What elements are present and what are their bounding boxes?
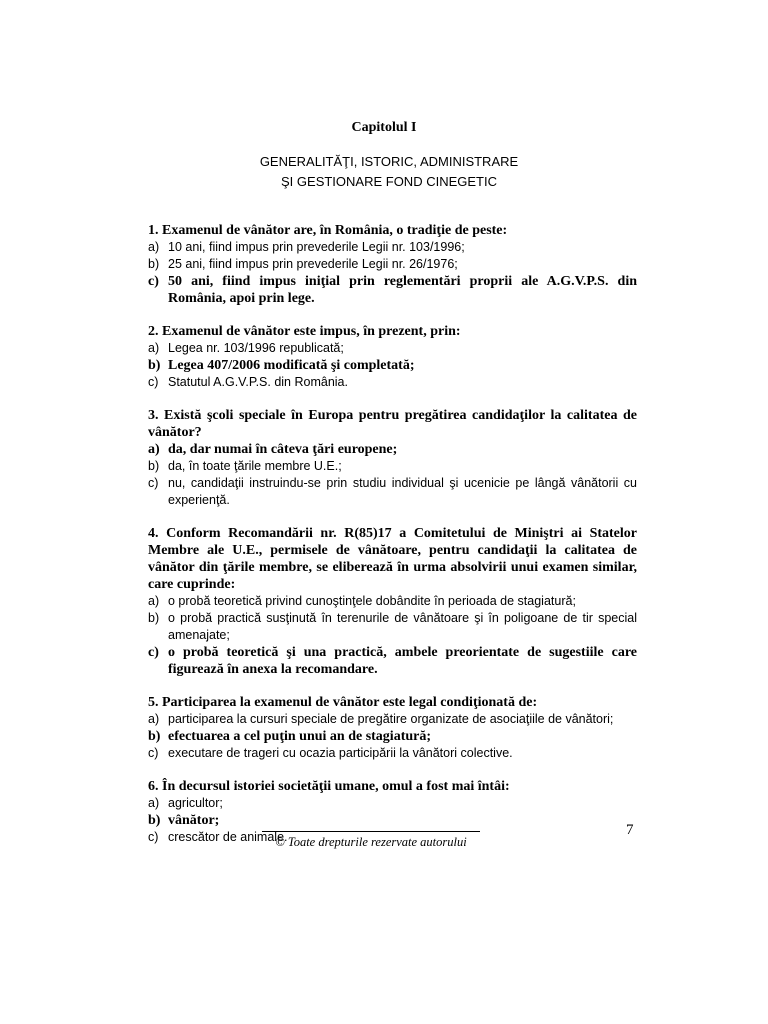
subtitle-line-2: ŞI GESTIONARE FOND CINEGETIC <box>281 174 497 189</box>
answer-letter: c) <box>148 476 159 490</box>
answer-a <box>148 340 637 357</box>
answer-a <box>148 711 637 728</box>
question-text: 1. Examenul de vânător are, în România, o tradiţie de peste: <box>148 223 508 238</box>
answer-b <box>148 458 637 475</box>
answer-text: nu, candidaţii instruindu-se prin studiu individual şi ucenicie pe lângă vânătorii cu experienţă. <box>168 476 637 507</box>
answer-letter: a) <box>148 712 160 726</box>
answer-text: participarea la cursuri speciale de pregătire organizate de asociaţiile de vânători; <box>168 712 614 726</box>
question-text: 4. Conform Recomandării nr. R(85)17 a Comitetului de Miniştri ai Statelor Membre ale U.E., permisele de vânătoare, pentru candidaţii la calitatea de vânător din ţările membre, se eliberează în urma absolvirii unui examen similar, care cuprinde: <box>148 526 637 592</box>
question-text: 6. În decursul istoriei societăţii umane, omul a fost mai întâi: <box>148 779 510 794</box>
answer-c <box>148 475 637 509</box>
answer-c <box>148 745 637 762</box>
answer-letter: c) <box>148 274 159 289</box>
answer-letter: a) <box>148 594 160 608</box>
footer-divider <box>262 831 480 832</box>
question-4 <box>148 525 637 678</box>
answer-text: o probă practică susţinută în terenurile de vânătoare şi în poligoane de tir special amenajate; <box>168 611 637 642</box>
answer-letter: a) <box>148 442 160 457</box>
answer-text: 10 ani, fiind impus prin prevederile Legii nr. 103/1996; <box>168 240 465 254</box>
question-text: 2. Examenul de vânător este impus, în prezent, prin: <box>148 324 461 339</box>
answer-text: Legea 407/2006 modificată şi completată; <box>168 358 415 373</box>
answer-b <box>148 610 637 644</box>
answer-text: executare de trageri cu ocazia participării la vânători colective. <box>168 746 513 760</box>
answer-text: crescător de animale. <box>168 830 288 844</box>
answer-letter: a) <box>148 341 160 355</box>
answer-text: Statutul A.G.V.P.S. din România. <box>168 375 348 389</box>
question-5 <box>148 694 637 762</box>
chapter-title: Capitolul I <box>351 120 417 135</box>
answer-letter: b) <box>148 813 161 828</box>
answer-letter: c) <box>148 746 159 760</box>
answer-letter: b) <box>148 257 160 271</box>
answer-text: o probă teoretică privind cunoştinţele dobândite în perioada de stagiatură; <box>168 594 576 608</box>
answer-c-correct <box>148 273 637 307</box>
answer-letter: a) <box>148 796 160 810</box>
answer-a <box>148 239 637 256</box>
answer-a <box>148 593 637 610</box>
answer-letter: b) <box>148 611 160 625</box>
chapter-subtitle <box>0 152 768 192</box>
answer-text: 25 ani, fiind impus prin prevederile Legii nr. 26/1976; <box>168 257 458 271</box>
question-2 <box>148 323 637 391</box>
answer-a-correct <box>148 441 637 458</box>
answer-text: o probă teoretică şi una practică, ambele preorientate de sugestiile care figurează în anexa la recomandare. <box>168 645 637 677</box>
question-3 <box>148 407 637 509</box>
answer-a <box>148 795 637 812</box>
answer-b <box>148 256 637 273</box>
answer-letter: a) <box>148 240 160 254</box>
answer-text: agricultor; <box>168 796 223 810</box>
answer-b-correct <box>148 728 637 745</box>
question-list <box>148 222 637 862</box>
answer-letter: c) <box>148 375 159 389</box>
answer-letter: b) <box>148 459 160 473</box>
answer-letter: b) <box>148 729 161 744</box>
answer-letter: b) <box>148 358 161 373</box>
answer-c <box>148 374 637 391</box>
answer-b-correct <box>148 812 637 829</box>
subtitle-line-1: GENERALITĂŢI, ISTORIC, ADMINISTRARE <box>259 154 519 169</box>
answer-text: efectuarea a cel puţin unui an de stagiatură; <box>168 729 432 744</box>
answer-letter: c) <box>148 830 159 844</box>
answer-text: vânător; <box>168 813 220 828</box>
answer-text: da, dar numai în câteva ţări europene; <box>168 442 398 457</box>
answer-text: Legea nr. 103/1996 republicată; <box>168 341 344 355</box>
page-number: 7 <box>626 822 634 838</box>
question-1 <box>148 222 637 307</box>
answer-text: da, în toate ţările membre U.E.; <box>168 459 342 473</box>
copyright-footer: © Toate drepturile rezervate autorului <box>275 835 467 849</box>
answer-text: 50 ani, fiind impus iniţial prin reglementări proprii ale A.G.V.P.S. din România, apoi prin lege. <box>168 274 637 306</box>
answer-letter: c) <box>148 645 159 660</box>
answer-c-correct <box>148 644 637 678</box>
answer-b-correct <box>148 357 637 374</box>
question-text: 3. Există şcoli speciale în Europa pentru pregătirea candidaţilor la calitatea de vânător? <box>148 408 637 440</box>
question-text: 5. Participarea la examenul de vânător este legal condiţionată de: <box>148 695 538 710</box>
